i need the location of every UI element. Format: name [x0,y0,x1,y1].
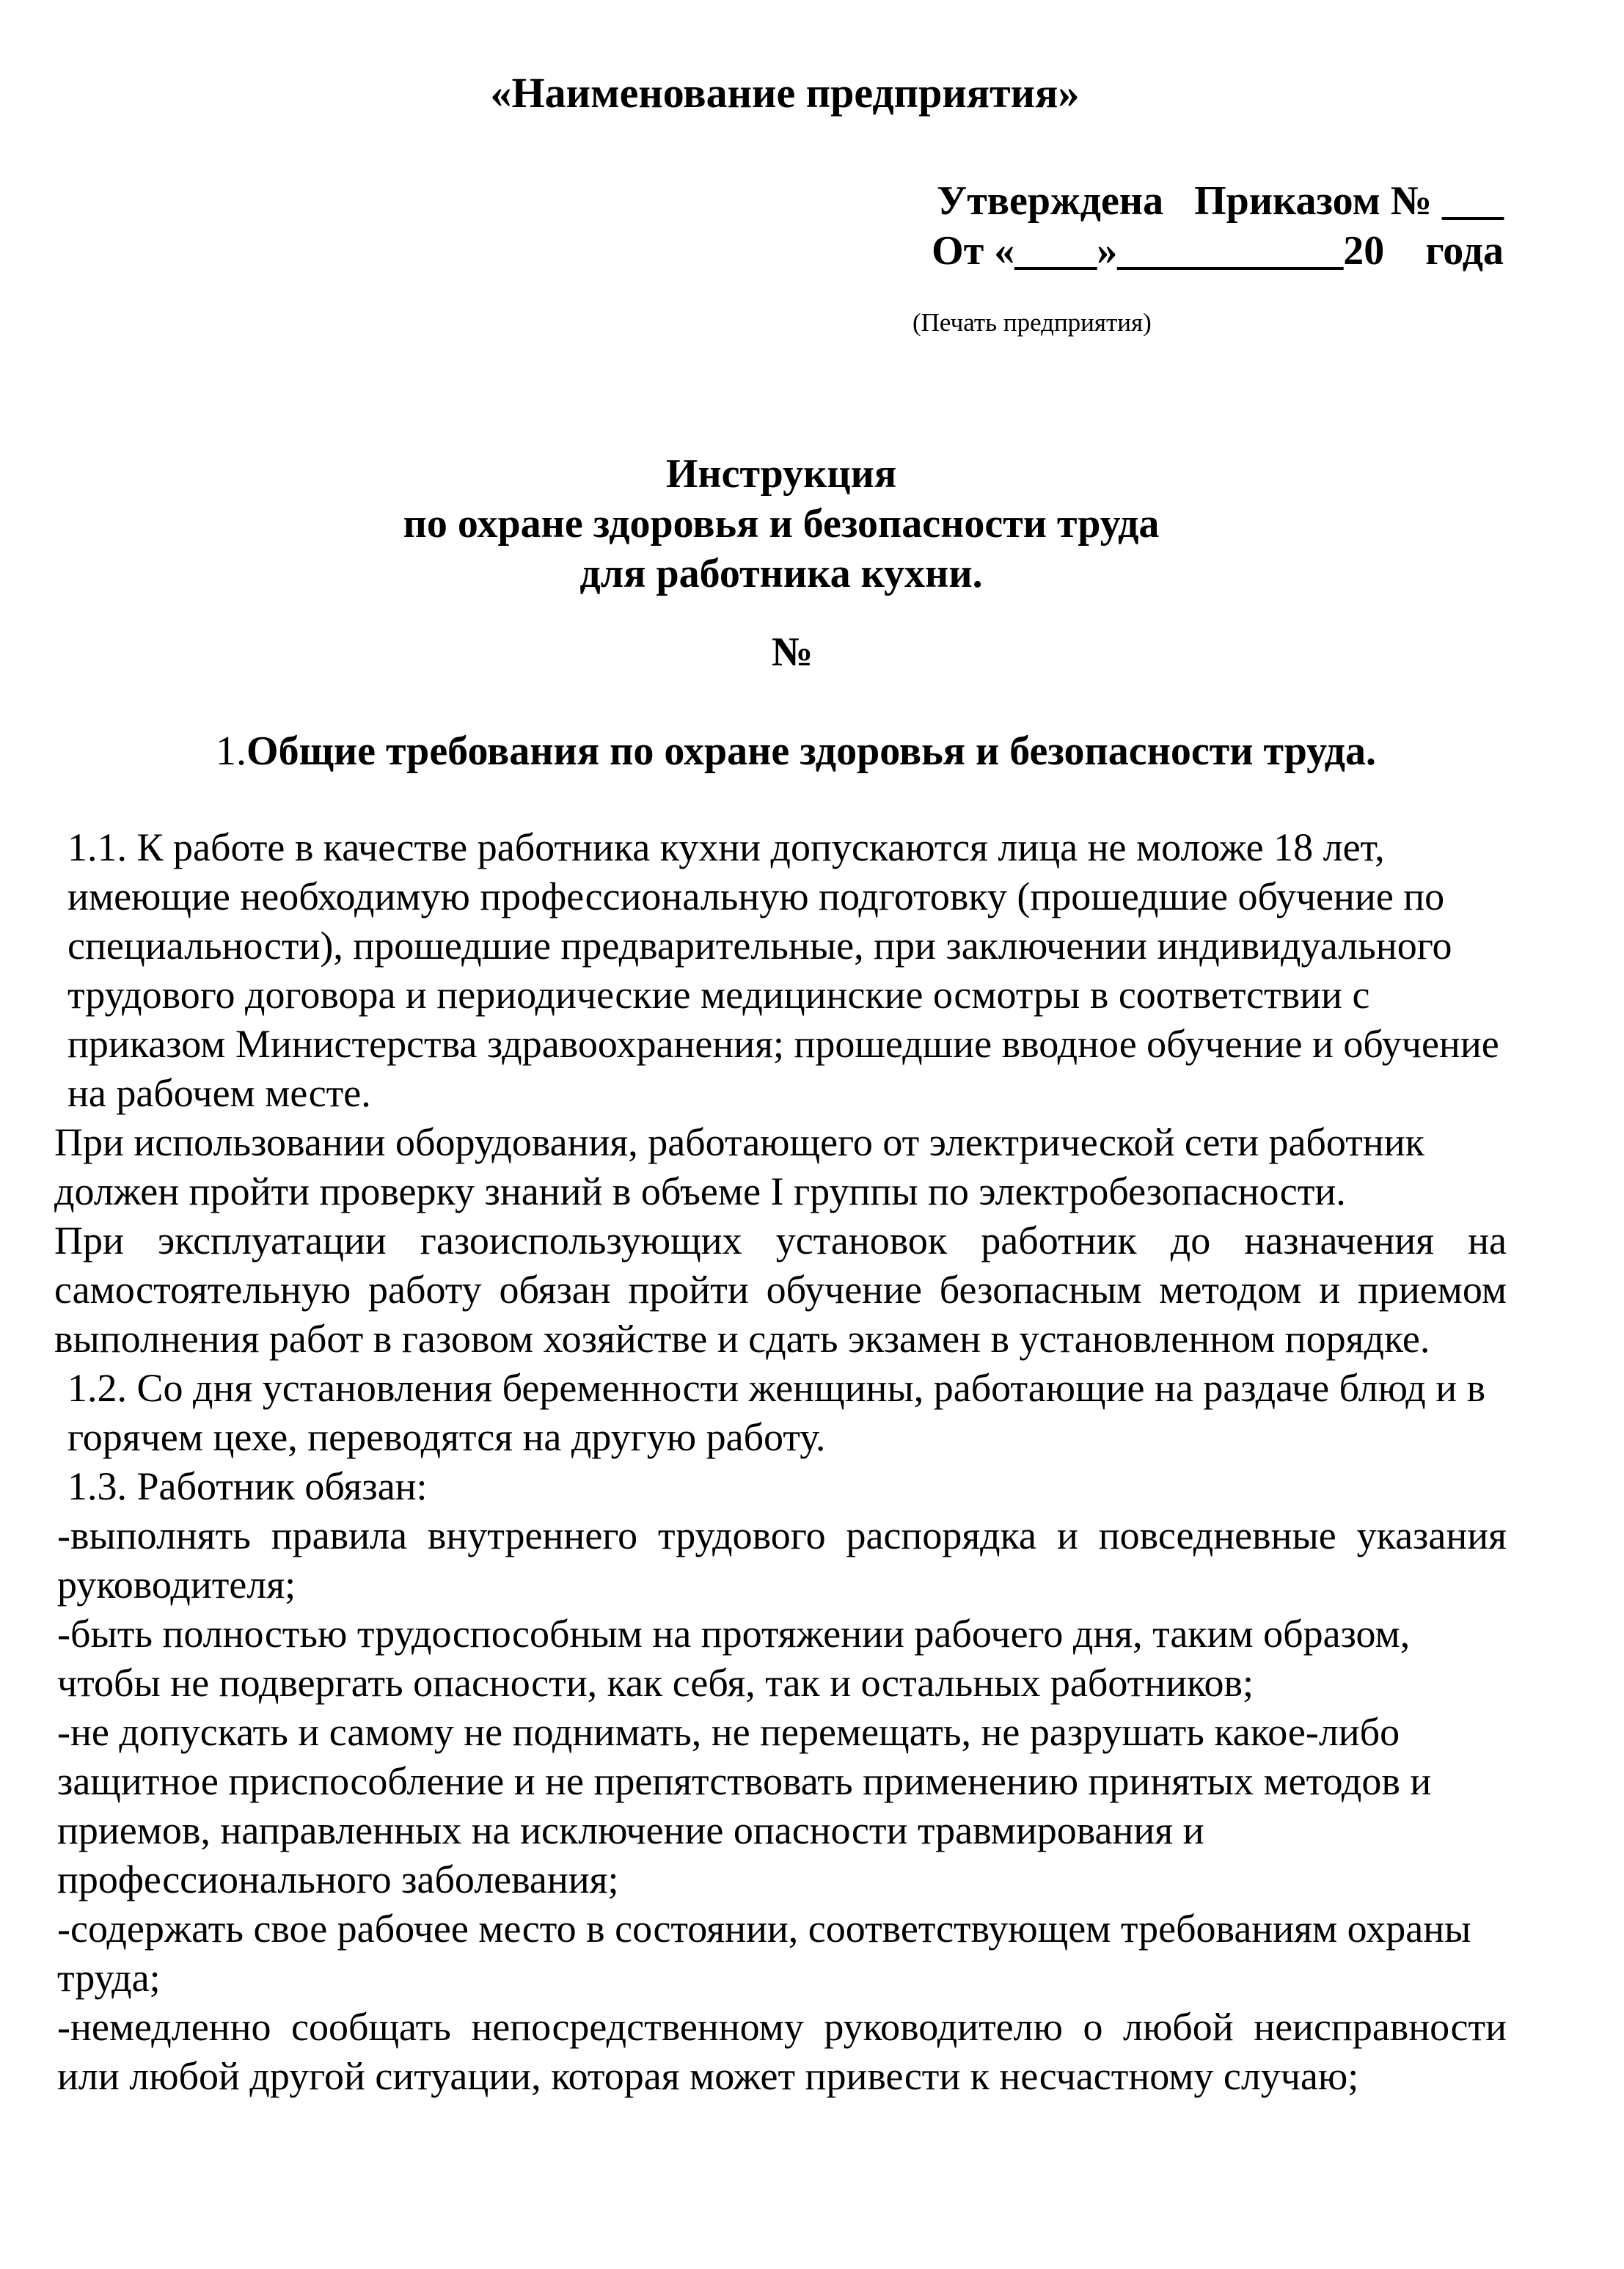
year-suffix: 20 года [1343,228,1504,274]
list-item-workplace: -содержать свое рабочее место в состоянии, соответствующем требованиям охраны труда; [57,1907,1471,2000]
list-item-fit-for-work: -быть полностью трудоспособным на протяжении рабочего дня, таким образом, чтобы не подвергать опасности, как себя, так и остальных работников; [57,1612,1411,1705]
approval-date-line [932,226,1504,276]
section-title: Общие требования по охране здоровья и безопасности труда. [246,728,1376,774]
section-dot: . [236,728,247,774]
section-number: 1 [216,728,237,774]
approval-block [932,176,1504,276]
document-body [47,823,1507,2101]
paragraph-1-2: 1.2. Со дня установления беременности женщины, работающие на раздаче блюд и в горячем цехе, переводятся на другую работу. [67,1366,1486,1459]
title-line-1: Инструкция [665,451,897,497]
company-name: «Наименование предприятия» [490,69,1080,117]
date-mid: » [1097,228,1118,274]
approval-order-line: Утверждена Приказом № ___ [937,178,1504,224]
list-item-rules: -выполнять правила внутреннего трудового распорядка и повседневные указания руководителя; [57,1513,1507,1607]
section-1-heading [0,726,1592,776]
document-number: № [771,629,813,675]
paragraph-1-3: 1.3. Работник обязан: [67,1464,428,1508]
list-item-report: -немедленно сообщать непосредственному руководителю о любой неисправности или любой другой ситуации, которая может привести к несчастному случаю; [57,2005,1507,2098]
paragraph-1-1: 1.1. К работе в качестве работника кухни допускаются лица не моложе 18 лет, имеющие необходимую профессиональную подготовку (прошедшие обучение по специальности), прошедшие предварительные, при заключении индивидуального трудового договора и периодические медицинские осмотры в соответствии с приказом Министерства здравоохранения; прошедшие вводное обучение и обучение на рабочем месте. [67,825,1499,1115]
day-blank: ____ [1014,228,1097,274]
list-item-protective-devices: -не допускать и самому не поднимать, не перемещать, не разрушать какое-либо защитное приспособление и не препятствовать применению принятых методов и приемов, направленных на исключение опасности травмирования и профессионального заболевания; [57,1710,1432,1901]
seal-placeholder: (Печать предприятия) [912,308,1152,337]
month-blank: ___________ [1117,228,1344,274]
paragraph-electrical: При использовании оборудования, работающего от электрической сети работник должен пройти проверку знаний в объеме I группы по электробезопасности. [54,1120,1424,1213]
title-line-2: по охране здоровья и безопасности труда [403,501,1160,547]
date-prefix: От « [932,228,1015,274]
title-line-3: для работника кухни. [579,551,983,596]
paragraph-gas: При эксплуатации газоиспользующих установок работник до назначения на самостоятельную работу обязан пройти обучение безопасным методом и приемом выполнения работ в газовом хозяйстве и сдать экзамен в установленном порядке. [54,1218,1507,1361]
document-title [0,449,1562,599]
